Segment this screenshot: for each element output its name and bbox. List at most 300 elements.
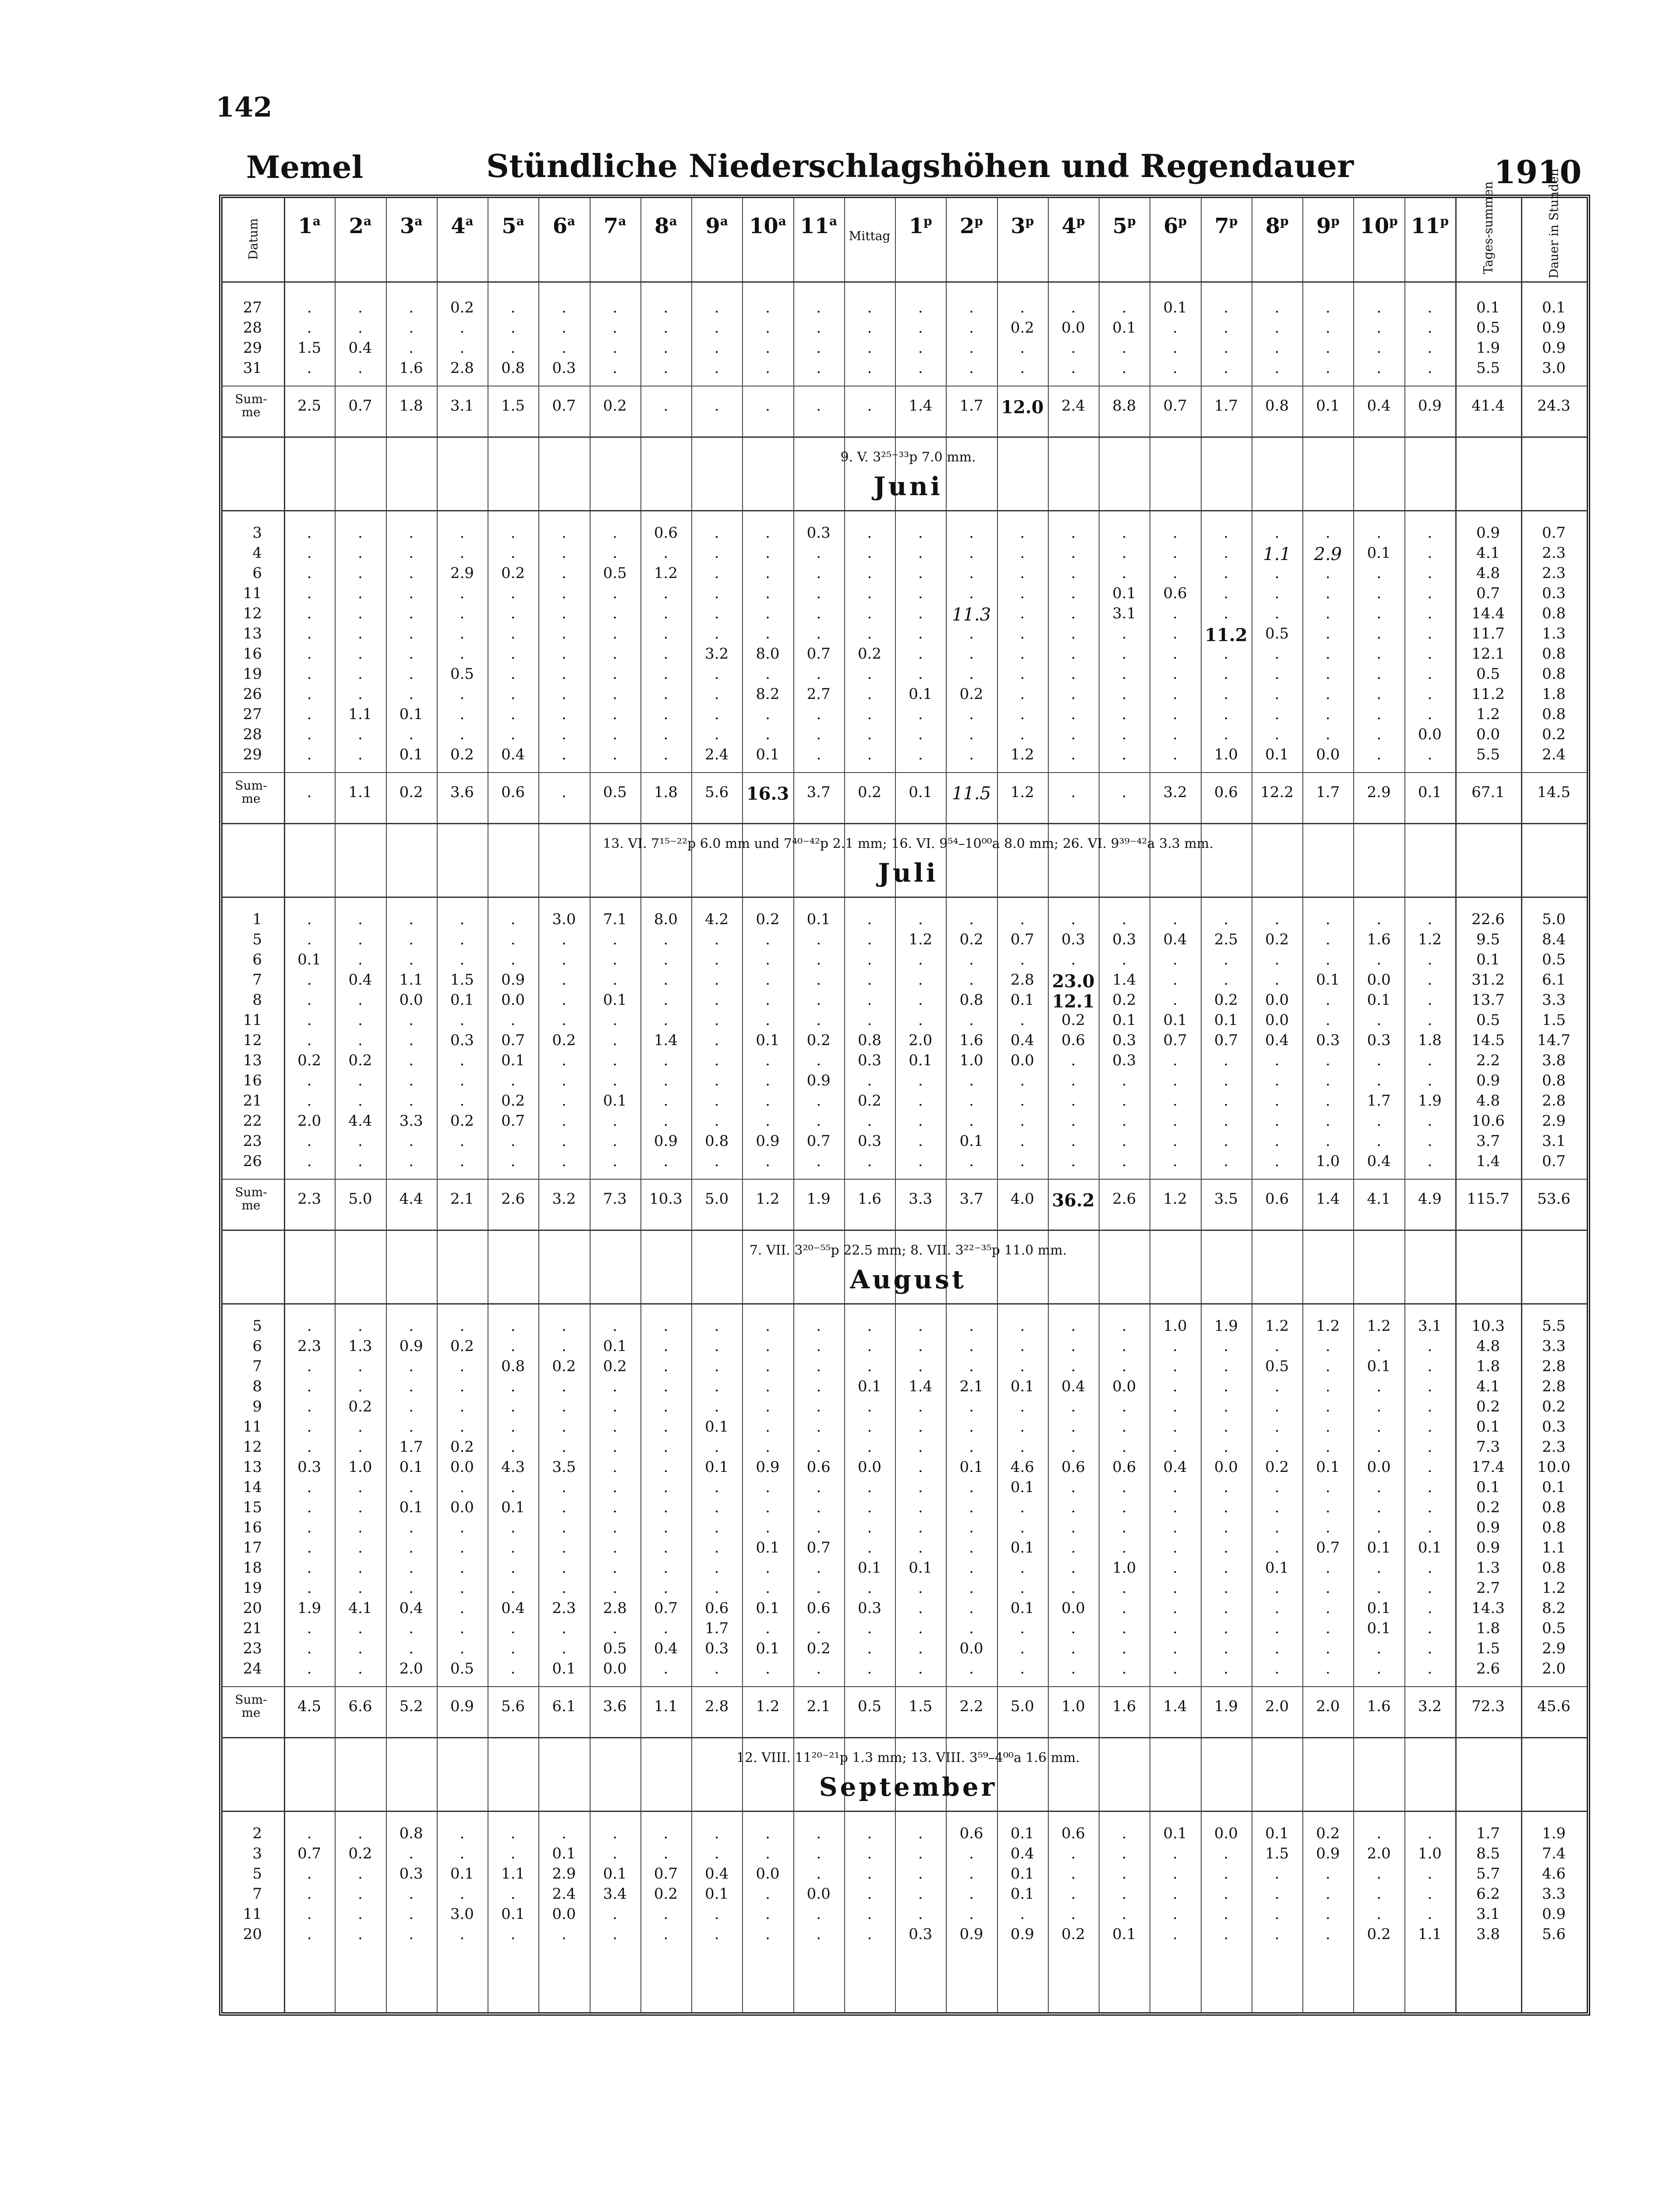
value-cell: . (765, 339, 770, 357)
value-cell: . (510, 1539, 516, 1556)
value-cell: . (1224, 665, 1229, 683)
value-cell: 0.2 (857, 645, 882, 663)
value-cell: . (1173, 1559, 1178, 1577)
value-cell: . (1071, 359, 1076, 377)
value-cell: . (562, 685, 566, 703)
value-cell: . (765, 1825, 770, 1842)
value-cell: . (1121, 1620, 1127, 1637)
day-total: 1.7 (1476, 1825, 1500, 1842)
value-cell: . (969, 564, 974, 582)
value-cell: . (816, 1398, 821, 1415)
value-cell: 1.9 (1214, 1698, 1238, 1715)
value-cell: . (1071, 1317, 1076, 1335)
value-cell: . (1121, 911, 1127, 928)
value-cell: . (562, 1011, 566, 1029)
value-cell: . (1427, 665, 1432, 683)
value-cell: 0.1 (297, 951, 322, 968)
footnote: 12. VIII. 11²⁰⁻²¹p 1.3 mm; 13. VIII. 3⁵⁹–4⁰⁰a 1.6 mm. (736, 1750, 1080, 1766)
value-cell: . (460, 1478, 465, 1496)
value-cell: 0.1 (1163, 299, 1187, 316)
value-cell: . (357, 1539, 363, 1556)
value-cell: . (1020, 1112, 1025, 1130)
value-cell: 1.5 (1265, 1845, 1289, 1862)
value-cell: . (765, 1620, 770, 1637)
value-cell: . (357, 1478, 363, 1496)
value-cell: . (1020, 299, 1025, 316)
value-cell: . (612, 1478, 618, 1496)
value-cell: . (1376, 1398, 1381, 1415)
day-total: 11.2 (1471, 685, 1505, 703)
value-cell: . (510, 685, 516, 703)
value-cell: . (969, 1478, 974, 1496)
value-cell: . (612, 1132, 618, 1150)
value-cell: 0.2 (348, 1398, 372, 1415)
value-cell: 2.5 (297, 397, 322, 415)
value-cell: 0.8 (1265, 397, 1289, 415)
value-cell: . (1071, 299, 1076, 316)
value-cell: . (1071, 1579, 1076, 1597)
value-cell: . (409, 524, 414, 542)
value-cell: . (357, 931, 363, 948)
value-cell: 3.5 (1214, 1190, 1238, 1208)
value-cell: . (1121, 1865, 1127, 1883)
day-number: 11 (243, 585, 262, 602)
value-cell: 0.1 (1214, 1011, 1238, 1029)
value-cell: . (663, 1478, 668, 1496)
value-cell: . (357, 665, 363, 683)
value-cell: . (460, 1519, 465, 1536)
value-cell: 6.1 (552, 1698, 576, 1715)
value-cell: . (1121, 1438, 1127, 1456)
value-cell: 0.1 (603, 1337, 627, 1355)
value-cell: . (562, 1925, 566, 1943)
value-cell: . (714, 685, 719, 703)
value-cell: . (1376, 625, 1381, 642)
value-cell: 0.9 (450, 1698, 474, 1715)
value-cell: . (1121, 299, 1127, 316)
value-cell: . (1376, 1865, 1381, 1883)
value-cell: 3.0 (450, 1905, 474, 1923)
value-cell: . (969, 1072, 974, 1089)
value-cell: . (1224, 1478, 1229, 1496)
value-cell: . (969, 1579, 974, 1597)
value-cell: 0.2 (348, 1052, 372, 1069)
day-total: 10.6 (1471, 1112, 1505, 1130)
value-cell: . (969, 1398, 974, 1415)
value-cell: . (765, 1845, 770, 1862)
value-cell: 8.0 (654, 911, 678, 928)
value-cell: 0.0 (1214, 1458, 1238, 1476)
value-cell: . (1121, 1539, 1127, 1556)
value-cell: . (1121, 1825, 1127, 1842)
value-cell: . (562, 665, 566, 683)
day-total: 5.5 (1476, 359, 1500, 377)
value-cell: . (918, 1519, 923, 1536)
value-cell: 0.2 (552, 1032, 576, 1049)
value-cell: . (1173, 726, 1178, 743)
value-cell: . (714, 1092, 719, 1110)
duration: 0.8 (1542, 645, 1566, 663)
value-cell: . (1121, 1640, 1127, 1657)
value-cell: 0.2 (501, 564, 525, 582)
value-cell: . (1376, 585, 1381, 602)
value-cell: 0.1 (756, 1032, 780, 1049)
day-number: 11 (243, 1418, 262, 1436)
value-cell: . (1071, 911, 1076, 928)
month-divider (223, 1303, 1587, 1305)
value-cell: . (714, 1539, 719, 1556)
value-cell: 1.4 (1112, 971, 1136, 989)
value-cell: . (1020, 645, 1025, 663)
value-cell: . (1274, 1905, 1280, 1923)
value-cell: . (460, 1378, 465, 1395)
value-cell: . (867, 1865, 872, 1883)
value-cell: . (663, 319, 668, 337)
value-cell: . (816, 1317, 821, 1335)
value-cell: . (307, 1418, 312, 1436)
day-number: 26 (243, 685, 262, 703)
value-cell: . (969, 299, 974, 316)
value-cell: . (307, 299, 312, 316)
day-number: 3 (252, 524, 262, 542)
duration: 0.5 (1542, 951, 1566, 968)
day-total: 12.1 (1471, 645, 1505, 663)
value-cell: . (663, 1112, 668, 1130)
value-cell: 4.2 (705, 911, 729, 928)
value-cell: . (1224, 1519, 1229, 1536)
value-cell: . (612, 1112, 618, 1130)
value-cell: . (1325, 1599, 1330, 1617)
value-cell: . (765, 1579, 770, 1597)
value-cell: . (969, 1599, 974, 1617)
page-title: Stündliche Niederschlagshöhen und Regendauer (486, 147, 1354, 184)
value-cell: . (816, 951, 821, 968)
value-cell: . (460, 1072, 465, 1089)
value-cell: . (409, 1052, 414, 1069)
value-cell: . (714, 319, 719, 337)
value-cell: . (562, 1152, 566, 1170)
value-cell: . (1071, 746, 1076, 763)
value-cell: 0.6 (1265, 1190, 1289, 1208)
value-cell: 0.1 (1367, 1358, 1391, 1375)
value-cell: . (1427, 1378, 1432, 1395)
day-number: 27 (243, 299, 262, 316)
value-cell: . (1071, 605, 1076, 622)
value-cell: 4.1 (1367, 1190, 1391, 1208)
value-cell: . (714, 951, 719, 968)
value-cell: . (663, 585, 668, 602)
value-cell: . (1173, 1438, 1178, 1456)
value-cell: 0.7 (552, 397, 576, 415)
value-cell: 0.1 (1010, 991, 1034, 1009)
value-cell: . (765, 1378, 770, 1395)
value-cell: . (1173, 991, 1178, 1009)
value-cell: . (918, 1317, 923, 1335)
value-cell: . (1376, 951, 1381, 968)
value-cell: 0.0 (1214, 1825, 1238, 1842)
day-total: 0.2 (1476, 1499, 1500, 1516)
value-cell: . (612, 726, 618, 743)
value-cell: . (1274, 319, 1280, 337)
value-cell: . (1376, 685, 1381, 703)
value-cell: . (1173, 524, 1178, 542)
value-cell: . (307, 359, 312, 377)
value-cell: . (1121, 706, 1127, 723)
value-cell: 1.8 (654, 784, 678, 801)
value-cell: . (663, 1317, 668, 1335)
day-total: 14.5 (1471, 1032, 1505, 1049)
day-number: 8 (252, 991, 262, 1009)
value-cell: . (816, 1660, 821, 1677)
value-cell: 2.0 (297, 1112, 322, 1130)
header-dauer: Dauer in Stunden (1546, 168, 1561, 279)
day-total: 11.7 (1471, 625, 1505, 642)
value-cell: . (357, 1519, 363, 1536)
month-label-2: Juli (878, 858, 938, 888)
value-cell: 2.2 (959, 1698, 983, 1715)
value-cell: . (1121, 1499, 1127, 1516)
day-total: 4.1 (1476, 1378, 1500, 1395)
value-cell: . (510, 1885, 516, 1903)
value-cell: 1.9 (1214, 1317, 1238, 1335)
value-cell: . (409, 1072, 414, 1089)
value-cell: . (460, 911, 465, 928)
value-cell: . (663, 1905, 668, 1923)
value-cell: . (1224, 1358, 1229, 1375)
value-cell: 2.0 (909, 1032, 933, 1049)
day-total: 14.3 (1471, 1599, 1505, 1617)
value-cell: . (1224, 1337, 1229, 1355)
value-cell: . (1020, 1398, 1025, 1415)
value-cell: 2.9 (552, 1865, 576, 1883)
value-cell: 0.3 (552, 359, 576, 377)
value-cell: . (307, 585, 312, 602)
value-cell: . (1020, 1499, 1025, 1516)
value-cell: . (357, 359, 363, 377)
value-cell: 5.0 (1010, 1698, 1034, 1715)
value-cell: . (460, 645, 465, 663)
value-cell: . (1376, 1579, 1381, 1597)
duration: 0.3 (1542, 1418, 1566, 1436)
value-cell: . (1427, 1559, 1432, 1577)
value-cell: 0.1 (1367, 544, 1391, 562)
header-hour-8a: 8$^a$ (654, 214, 677, 238)
value-cell: . (612, 971, 618, 989)
value-cell: 1.6 (959, 1032, 983, 1049)
value-cell: . (1173, 564, 1178, 582)
value-cell: . (409, 951, 414, 968)
value-cell: . (562, 1337, 566, 1355)
value-cell: 1.2 (1010, 784, 1034, 801)
value-cell: . (460, 1539, 465, 1556)
value-cell: . (1325, 605, 1330, 622)
value-cell: . (1325, 645, 1330, 663)
value-cell: 0.2 (450, 299, 474, 316)
value-cell: . (867, 1478, 872, 1496)
value-cell: . (1376, 746, 1381, 763)
value-cell: . (1274, 1052, 1280, 1069)
value-cell: . (816, 1905, 821, 1923)
value-cell: . (1376, 319, 1381, 337)
value-cell: . (612, 1317, 618, 1335)
value-cell: . (357, 564, 363, 582)
value-cell: . (612, 645, 618, 663)
value-cell: . (1224, 1620, 1229, 1637)
value-cell: . (714, 1579, 719, 1597)
day-number: 12 (243, 605, 262, 622)
value-cell: . (612, 319, 618, 337)
value-cell: . (1274, 911, 1280, 928)
value-cell: . (1274, 524, 1280, 542)
value-cell: . (1427, 1337, 1432, 1355)
value-cell: . (1173, 1599, 1178, 1617)
day-total: 4.8 (1476, 1092, 1500, 1110)
value-cell: 1.1 (501, 1865, 525, 1883)
value-cell: 0.6 (654, 524, 678, 542)
value-cell: . (1173, 1092, 1178, 1110)
value-cell: . (1274, 1660, 1280, 1677)
value-cell: . (714, 1378, 719, 1395)
value-cell: . (1427, 1865, 1432, 1883)
value-cell: . (510, 911, 516, 928)
value-cell: . (1427, 585, 1432, 602)
value-cell: . (307, 971, 312, 989)
value-cell: 0.0 (1265, 991, 1289, 1009)
value-cell: 0.3 (806, 524, 831, 542)
value-cell: . (867, 625, 872, 642)
value-cell: . (1173, 1925, 1178, 1943)
value-cell: . (357, 645, 363, 663)
value-cell: . (867, 359, 872, 377)
value-cell: . (612, 931, 618, 948)
value-cell: . (1325, 1885, 1330, 1903)
day-number: 20 (243, 1599, 262, 1617)
value-cell: . (562, 1579, 566, 1597)
value-cell: . (1427, 544, 1432, 562)
value-cell: 0.2 (857, 1092, 882, 1110)
value-cell: . (409, 1011, 414, 1029)
value-cell: . (714, 1825, 719, 1842)
value-cell: . (409, 605, 414, 622)
day-number: 19 (243, 1579, 262, 1597)
value-cell: . (1325, 911, 1330, 928)
value-cell: . (409, 1092, 414, 1110)
value-cell: . (867, 1925, 872, 1943)
value-cell: 5.0 (705, 1190, 729, 1208)
value-cell: . (1376, 645, 1381, 663)
value-cell: 0.5 (450, 1660, 474, 1677)
value-cell: 1.9 (297, 1599, 322, 1617)
duration: 24.3 (1537, 397, 1570, 415)
value-cell: . (1325, 1640, 1330, 1657)
value-cell: 0.1 (909, 685, 933, 703)
value-cell: . (1071, 1072, 1076, 1089)
value-cell: . (663, 685, 668, 703)
value-cell: 2.9 (450, 564, 474, 582)
value-cell: . (1173, 1865, 1178, 1883)
value-cell: . (867, 1438, 872, 1456)
value-cell: . (460, 1132, 465, 1150)
value-cell: . (663, 625, 668, 642)
value-cell: . (1020, 1905, 1025, 1923)
value-cell: . (969, 726, 974, 743)
value-cell: 2.6 (501, 1190, 525, 1208)
value-cell: . (307, 991, 312, 1009)
value-cell: 0.7 (806, 1539, 831, 1556)
value-cell: 3.5 (552, 1458, 576, 1476)
duration: 0.8 (1542, 1559, 1566, 1577)
value-cell: . (1121, 1317, 1127, 1335)
value-cell: . (1121, 1358, 1127, 1375)
value-cell: . (918, 1011, 923, 1029)
value-cell: . (1224, 1559, 1229, 1577)
value-cell: . (1071, 1885, 1076, 1903)
value-cell: . (1274, 1499, 1280, 1516)
value-cell: 1.4 (909, 1378, 933, 1395)
day-total: 1.5 (1476, 1640, 1500, 1657)
value-cell: 0.1 (552, 1845, 576, 1862)
value-cell: . (816, 605, 821, 622)
value-cell: . (1071, 1539, 1076, 1556)
value-cell: 0.0 (857, 1458, 882, 1476)
value-cell: . (562, 1317, 566, 1335)
value-cell: 1.1 (1263, 544, 1291, 564)
value-cell: . (1427, 1599, 1432, 1617)
value-cell: . (1224, 1599, 1229, 1617)
value-cell: . (562, 1620, 566, 1637)
value-cell: 1.2 (756, 1698, 780, 1715)
day-number: 15 (243, 1499, 262, 1516)
value-cell: . (714, 1478, 719, 1496)
value-cell: 1.5 (450, 971, 474, 989)
value-cell: . (765, 605, 770, 622)
value-cell: . (357, 1132, 363, 1150)
value-cell: . (1376, 1905, 1381, 1923)
day-number: 21 (243, 1620, 262, 1637)
month-divider (223, 897, 1587, 898)
value-cell: . (460, 319, 465, 337)
value-cell: 0.2 (1367, 1925, 1391, 1943)
header-hour-6a: 6$^a$ (552, 214, 576, 238)
value-cell: . (510, 1559, 516, 1577)
value-cell: 0.1 (399, 746, 423, 763)
value-cell: 0.1 (1010, 1378, 1034, 1395)
value-cell: . (460, 1052, 465, 1069)
value-cell: . (663, 1539, 668, 1556)
value-cell: . (1071, 544, 1076, 562)
value-cell: . (765, 1519, 770, 1536)
value-cell: . (1325, 299, 1330, 316)
value-cell: 0.2 (1316, 1825, 1340, 1842)
value-cell: . (357, 1152, 363, 1170)
value-cell: 11.2 (1205, 625, 1248, 645)
value-cell: 0.8 (959, 991, 983, 1009)
value-cell: . (663, 1519, 668, 1536)
day-total: 9.5 (1476, 931, 1500, 948)
value-cell: . (357, 1317, 363, 1335)
duration: 1.1 (1542, 1539, 1566, 1556)
value-cell: . (1173, 1378, 1178, 1395)
value-cell: . (663, 1660, 668, 1677)
value-cell: . (307, 1640, 312, 1657)
value-cell: . (1224, 1152, 1229, 1170)
day-number: 13 (243, 1052, 262, 1069)
value-cell: . (1274, 359, 1280, 377)
value-cell: 0.7 (1163, 397, 1187, 415)
value-cell: . (562, 1112, 566, 1130)
value-cell: . (1020, 605, 1025, 622)
value-cell: 1.0 (1112, 1559, 1136, 1577)
